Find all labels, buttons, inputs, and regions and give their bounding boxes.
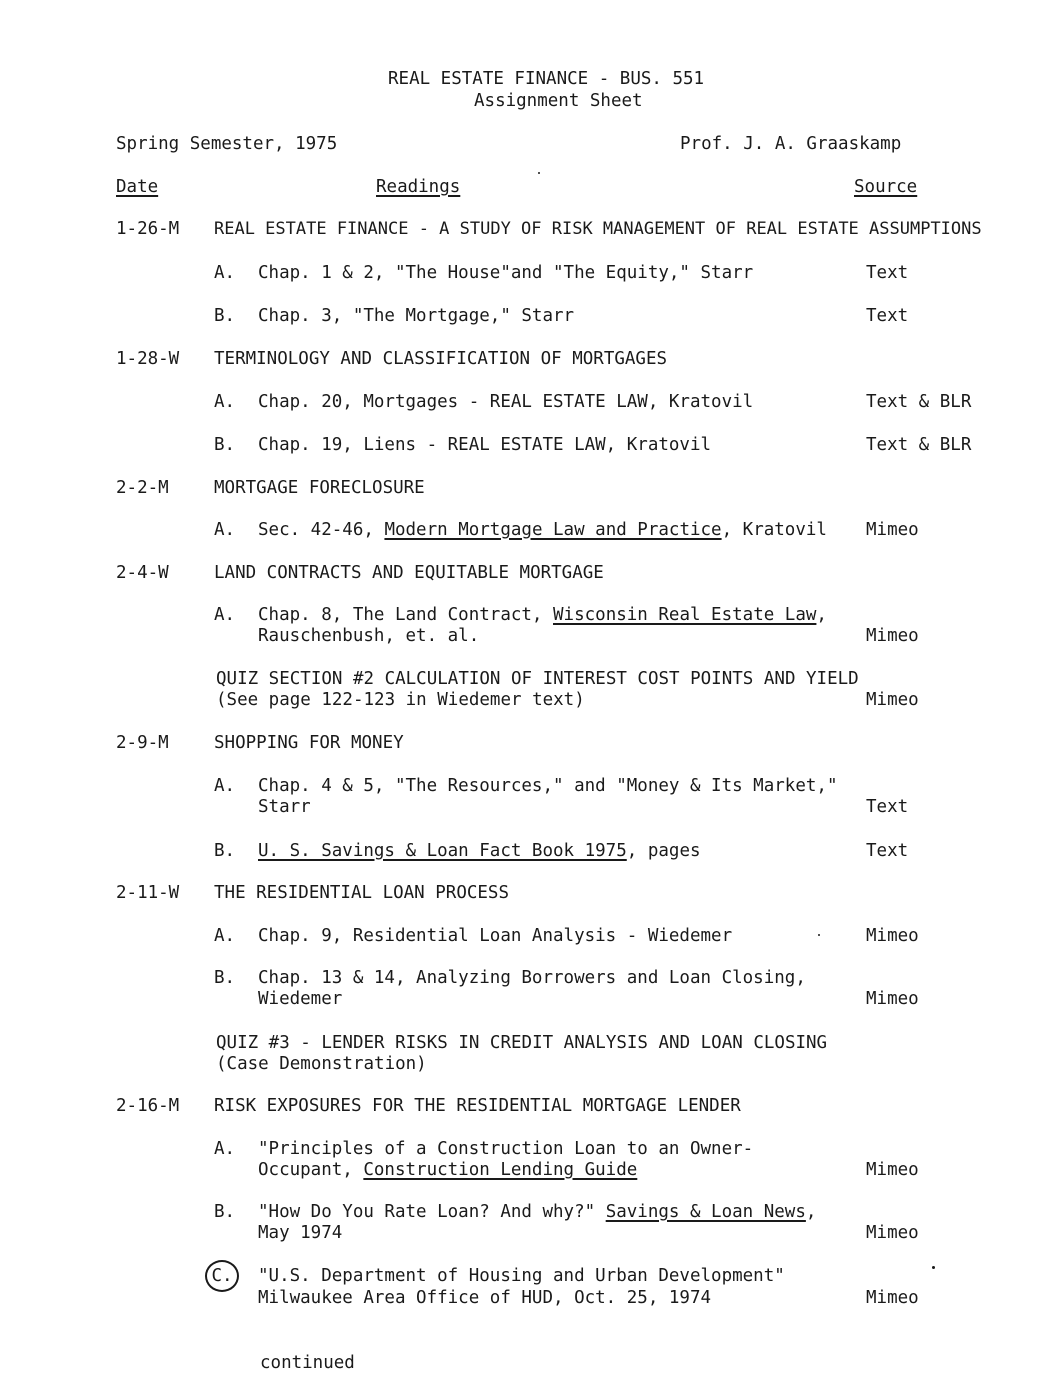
- reading-text-part: ,: [816, 605, 827, 625]
- reading-text: [258, 519, 827, 541]
- reading-text-part: "How Do You Rate Loan? And why?": [258, 1202, 606, 1222]
- reading-source: Mimeo: [866, 520, 919, 540]
- reading-source: Mimeo: [866, 1288, 919, 1308]
- speck-mark: [538, 172, 540, 174]
- speck-mark: [818, 934, 820, 936]
- reading-source: Mimeo: [866, 1223, 919, 1243]
- reading-text: "Principles of a Construction Loan to an Owner-: [258, 1139, 754, 1159]
- book-title: U. S. Savings & Loan Fact Book 1975: [258, 841, 627, 861]
- quiz-text: QUIZ #3 - LENDER RISKS IN CREDIT ANALYSIS AND LOAN CLOSING: [216, 1033, 828, 1053]
- reading-source: Text & BLR: [866, 392, 972, 412]
- reading-source: Mimeo: [866, 926, 919, 946]
- reading-text: [258, 840, 701, 862]
- session-topic: THE RESIDENTIAL LOAN PROCESS: [214, 883, 510, 903]
- reading-text: Chap. 3, "The Mortgage," Starr: [258, 306, 575, 326]
- quiz-text-continued: (See page 122-123 in Wiedemer text): [216, 690, 585, 710]
- book-title: Modern Mortgage Law and Practice: [384, 520, 722, 540]
- quiz-source: Mimeo: [866, 690, 919, 710]
- reading-text-part: , pages: [626, 841, 701, 861]
- reading-text-part: Chap. 8, The Land Contract,: [258, 605, 554, 625]
- reading-text: Chap. 19, Liens - REAL ESTATE LAW, Kratovil: [258, 435, 712, 455]
- item-letter: B.: [214, 968, 236, 988]
- reading-text: "U.S. Department of Housing and Urban Development": [258, 1266, 785, 1286]
- speck-mark: [932, 1266, 935, 1269]
- circled-item-letter: C.: [205, 1260, 239, 1292]
- item-letter: B.: [214, 306, 236, 326]
- reading-text: Chap. 13 & 14, Analyzing Borrowers and Loan Closing,: [258, 968, 806, 988]
- item-letter: A.: [214, 520, 236, 540]
- item-letter: A.: [214, 392, 236, 412]
- semester: Spring Semester, 1975: [116, 134, 338, 154]
- reading-source: Text: [866, 306, 909, 326]
- item-letter: A.: [214, 263, 236, 283]
- continued-note: continued: [260, 1353, 355, 1373]
- reading-text-continued: Rauschenbush, et. al.: [258, 626, 480, 646]
- book-title: Wisconsin Real Estate Law: [553, 605, 817, 625]
- reading-source: Text: [866, 797, 909, 817]
- item-letter: B.: [214, 1202, 236, 1222]
- item-letter: A.: [214, 776, 236, 796]
- reading-text-continued: Milwaukee Area Office of HUD, Oct. 25, 1974: [258, 1288, 712, 1308]
- reading-text-part: , Kratovil: [721, 520, 827, 540]
- reading-text: Chap. 20, Mortgages - REAL ESTATE LAW, Kratovil: [258, 392, 754, 412]
- reading-text: Chap. 9, Residential Loan Analysis - Wiedemer: [258, 926, 733, 946]
- session-date: 2-4-W: [116, 563, 169, 583]
- reading-source: Text: [866, 263, 909, 283]
- session-date: 2-11-W: [116, 883, 180, 903]
- book-title: Construction Lending Guide: [363, 1160, 638, 1180]
- document-subtitle: Assignment Sheet: [474, 91, 643, 111]
- session-date: 2-2-M: [116, 478, 169, 498]
- column-header-source: Source: [854, 177, 918, 197]
- reading-text-continued: Starr: [258, 797, 311, 817]
- item-letter: A.: [214, 605, 236, 625]
- reading-text-continued: [258, 1159, 637, 1181]
- document-title: REAL ESTATE FINANCE - BUS. 551: [388, 69, 705, 89]
- column-header-readings: Readings: [376, 177, 461, 197]
- reading-text: [258, 604, 827, 626]
- session-date: 1-26-M: [116, 219, 180, 239]
- column-header-date: Date: [116, 177, 159, 197]
- item-letter: B.: [214, 841, 236, 861]
- item-letter: B.: [214, 435, 236, 455]
- session-topic: SHOPPING FOR MONEY: [214, 733, 404, 753]
- reading-text: [258, 1201, 816, 1223]
- session-date: 2-9-M: [116, 733, 169, 753]
- reading-text-part: Sec. 42-46,: [258, 520, 385, 540]
- reading-text-part: ,: [805, 1202, 817, 1222]
- quiz-text: QUIZ SECTION #2 CALCULATION OF INTEREST COST POINTS AND YIELD: [216, 669, 859, 689]
- session-topic: MORTGAGE FORECLOSURE: [214, 478, 425, 498]
- session-date: 2-16-M: [116, 1096, 180, 1116]
- reading-source: Mimeo: [866, 626, 919, 646]
- item-letter: A.: [214, 1139, 236, 1159]
- session-topic: RISK EXPOSURES FOR THE RESIDENTIAL MORTGAGE LENDER: [214, 1096, 741, 1116]
- periodical-title: Savings & Loan News: [605, 1202, 806, 1222]
- reading-text: Chap. 4 & 5, "The Resources," and "Money & Its Market,": [258, 776, 838, 796]
- reading-text-part: Occupant,: [258, 1160, 364, 1180]
- session-topic: LAND CONTRACTS AND EQUITABLE MORTGAGE: [214, 563, 604, 583]
- item-letter: A.: [214, 926, 236, 946]
- reading-text: Chap. 1 & 2, "The House"and "The Equity," Starr: [258, 263, 754, 283]
- reading-source: Mimeo: [866, 989, 919, 1009]
- reading-text-continued: Wiedemer: [258, 989, 343, 1009]
- reading-source: Mimeo: [866, 1160, 919, 1180]
- reading-source: Text & BLR: [866, 435, 972, 455]
- quiz-text-continued: (Case Demonstration): [216, 1054, 427, 1074]
- professor: Prof. J. A. Graaskamp: [680, 134, 902, 154]
- session-topic: REAL ESTATE FINANCE - A STUDY OF RISK MANAGEMENT OF REAL ESTATE ASSUMPTIONS: [214, 219, 982, 239]
- session-topic: TERMINOLOGY AND CLASSIFICATION OF MORTGAGES: [214, 349, 668, 369]
- reading-source: Text: [866, 841, 909, 861]
- session-date: 1-28-W: [116, 349, 180, 369]
- reading-text-continued: May 1974: [258, 1223, 343, 1243]
